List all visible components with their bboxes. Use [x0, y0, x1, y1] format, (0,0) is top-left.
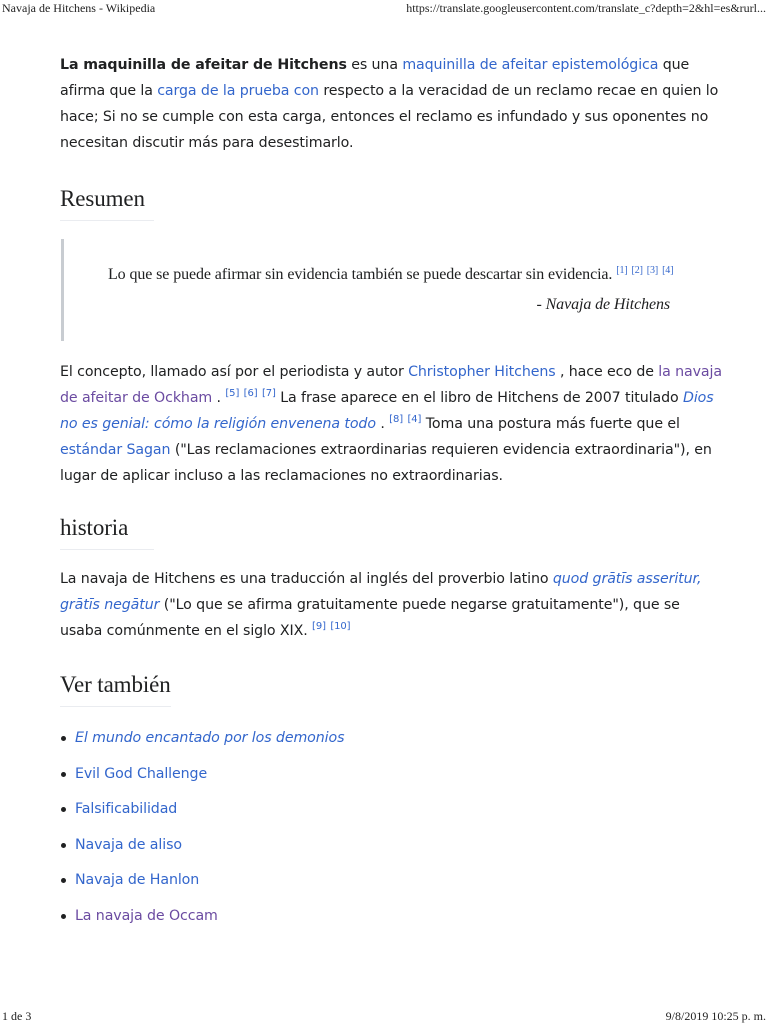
intro-text: respecto a la veracidad de un reclamo recae en quien lo hace; Si no se cumple con esta carga, entonces el reclamo es infundado y sus oponentes no necesitan discutir más para desestimarlo. [60, 83, 719, 151]
blockquote [61, 239, 724, 341]
historia-paragraph [60, 566, 724, 644]
text: ("Lo que se afirma gratuitamente puede negarse gratuitamente"), que se usaba comúnmente en el siglo XIX. [60, 597, 680, 639]
ref-8[interactable]: [8] [389, 414, 404, 425]
list-item [60, 798, 724, 834]
link-estandar-sagan[interactable]: estándar Sagan [60, 442, 171, 458]
ref-6[interactable]: [6] [243, 388, 258, 399]
ref-9[interactable]: [9] [312, 621, 326, 632]
print-page-title: Navaja de Hitchens - Wikipedia [2, 1, 156, 15]
list-item [60, 727, 724, 763]
text: ("Las reclamaciones extraordinarias requieren evidencia extraordinaria"), en lugar de aplicar incluso a las reclamaciones no extraordinarias. [60, 442, 712, 484]
link-navaja-de-occam[interactable]: La navaja de Occam [75, 907, 218, 924]
article-content [60, 52, 724, 940]
print-datetime: 9/8/2019 10:25 p. m. [665, 1009, 766, 1023]
ref-3[interactable]: [3] [646, 265, 659, 276]
link-maquinilla-epistemologica[interactable]: maquinilla de afeitar epistemológica [402, 57, 659, 73]
list-item [60, 869, 724, 905]
text: . [212, 390, 226, 406]
ref-5[interactable]: [5] [225, 388, 240, 399]
text: , hace eco de [555, 364, 659, 380]
intro-bold-term: La maquinilla de afeitar de Hitchens [60, 57, 347, 73]
link-mundo-encantado[interactable] [75, 730, 344, 746]
link-christopher-hitchens[interactable]: Christopher Hitchens [408, 364, 556, 380]
print-page-url: https://translate.googleusercontent.com/translate_c?depth=2&hl=es&rurl... [406, 1, 766, 15]
print-header [0, 1, 768, 16]
heading-historia: historia [60, 513, 154, 550]
link-navaja-de-aliso[interactable]: Navaja de aliso [75, 836, 182, 853]
heading-ver-tambien: Ver también [60, 670, 171, 707]
link-carga-de-la-prueba[interactable]: carga de la prueba con [157, 83, 319, 99]
ref-7[interactable]: [7] [261, 388, 276, 399]
text: El concepto, llamado así por el periodista y autor [60, 364, 409, 380]
text: . [375, 416, 390, 432]
text: La navaja de Hitchens es una traducción al inglés del proverbio latino [60, 571, 553, 587]
print-footer [0, 1009, 768, 1024]
see-also-list [60, 727, 724, 940]
link-text: quod grātīs asseritur, grātīs negātur [60, 571, 702, 613]
print-page-number: 1 de 3 [2, 1009, 32, 1023]
link-falsificabilidad[interactable]: Falsificabilidad [75, 801, 178, 817]
ref-1[interactable]: [1] [616, 265, 628, 276]
ref-4[interactable]: [4] [662, 265, 674, 276]
intro-paragraph [60, 52, 724, 156]
resumen-paragraph [60, 359, 724, 489]
intro-text: es una [346, 57, 403, 73]
quote-text [108, 261, 724, 289]
text: La frase aparece en el libro de Hitchens de 2007 titulado [275, 390, 683, 406]
ref-2[interactable]: [2] [631, 265, 643, 276]
intro-text: que afirma que la [60, 57, 690, 99]
link-navaja-de-hanlon[interactable]: Navaja de Hanlon [75, 872, 200, 888]
quote-attribution: - Navaja de Hitchens [536, 296, 670, 313]
text: Toma una postura más fuerte que el [421, 416, 680, 432]
quote-body: Lo que se puede afirmar sin evidencia también se puede descartar sin evidencia. [108, 266, 613, 283]
link-text: El mundo encantado por los demonios [75, 730, 345, 746]
ref-10[interactable]: [10] [330, 621, 351, 632]
link-navaja-ockham[interactable]: la navaja de afeitar de Ockham [60, 364, 722, 406]
ref-4b[interactable]: [4] [407, 414, 422, 425]
list-item [60, 763, 724, 799]
link-evil-god-challenge[interactable]: Evil God Challenge [75, 765, 208, 782]
list-item [60, 834, 724, 870]
list-item [60, 905, 724, 941]
heading-resumen: Resumen [60, 184, 154, 221]
link-text: Dios no es genial: cómo la religión envenena todo [60, 390, 714, 432]
